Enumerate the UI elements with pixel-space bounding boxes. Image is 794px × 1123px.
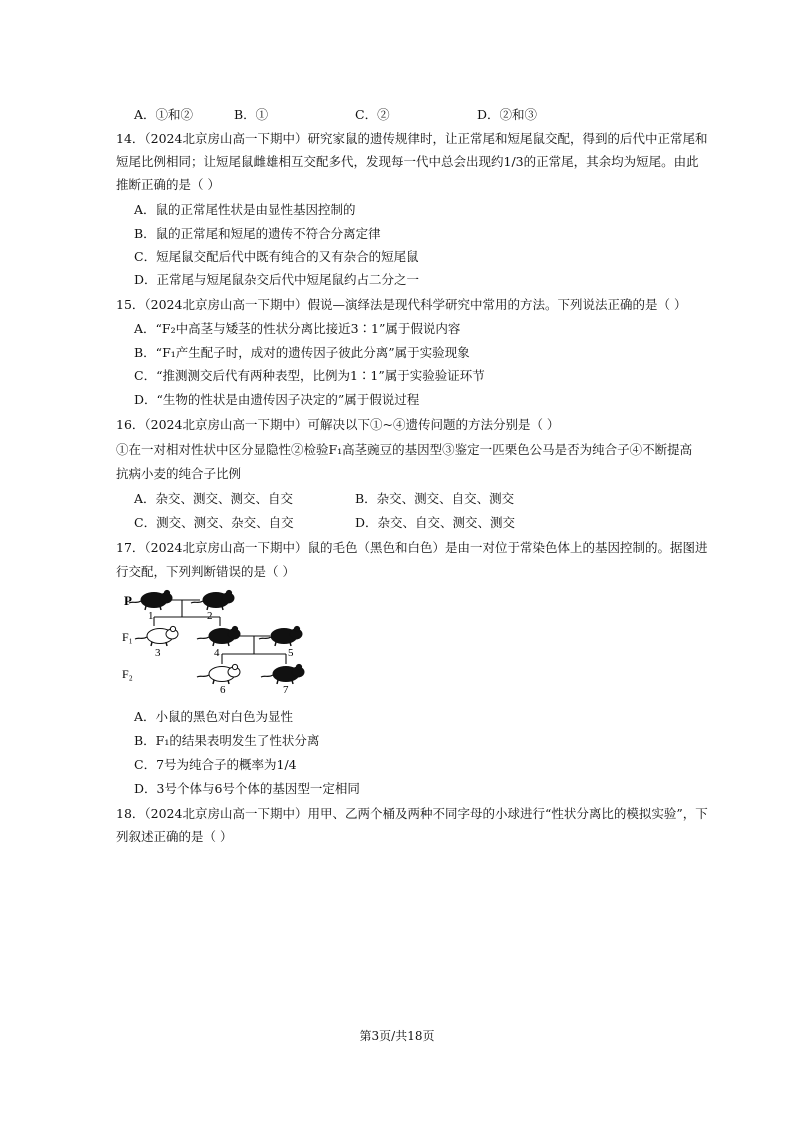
- q18-stem-line-1: 18．（2024北京房山高一下期中）用甲、乙两个桶及两种不同字母的小球进行“性状分离比的模拟实验”，下: [116, 806, 708, 821]
- q13-option-a: A．①和②: [134, 107, 194, 122]
- pedigree-diagram: [114, 586, 334, 701]
- q17-stem-line-1: 17．（2024北京房山高一下期中）鼠的毛色（黑色和白色）是由一对位于常染色体上的基因控制的。据图进: [116, 540, 708, 555]
- individual-number-5: 5: [288, 647, 294, 659]
- generation-label-p: P: [124, 593, 132, 608]
- q14-option-d: D．正常尾与短尾鼠杂交后代中短尾鼠约占二分之一: [134, 272, 420, 287]
- q15-option-a: A．“F₂中高茎与矮茎的性状分离比接近3∶1”属于假说内容: [134, 321, 461, 336]
- individual-number-6: 6: [220, 684, 226, 696]
- mouse-4-black-icon: [197, 626, 240, 646]
- generation-label-f2: F₂: [122, 667, 133, 681]
- q15-option-d: D．“生物的性状是由遗传因子决定的”属于假说过程: [134, 392, 420, 407]
- mouse-6-white-icon: [197, 664, 240, 684]
- q18-stem-line-2: 列叙述正确的是（ ）: [116, 829, 233, 844]
- q16-option-d: D．杂交、自交、测交、测交: [355, 515, 516, 530]
- q14-stem-line-1: 14．（2024北京房山高一下期中）研究家鼠的遗传规律时，让正常尾和短尾鼠交配，得到的后代中正常尾和: [116, 131, 708, 146]
- q17-option-c: C．7号为纯合子的概率为1/4: [134, 757, 297, 772]
- generation-label-f1: F₁: [122, 630, 133, 644]
- page-number-footer: 第3页/共18页: [359, 1029, 435, 1043]
- q14-option-b: B．鼠的正常尾和短尾的遗传不符合分离定律: [134, 226, 381, 241]
- q17-option-a: A．小鼠的黑色对白色为显性: [134, 709, 294, 724]
- individual-number-1: 1: [148, 610, 154, 622]
- q17-option-b: B．F₁的结果表明发生了性状分离: [134, 733, 320, 748]
- q14-stem-line-2: 短尾比例相同；让短尾鼠雌雄相互交配多代，发现每一代中总会出现约1/3的正常尾，其余均为短尾。由此: [116, 154, 699, 169]
- q15-option-c: C．“推测测交后代有两种表型，比例为1∶1”属于实验验证环节: [134, 368, 485, 383]
- q16-option-a: A．杂交、测交、测交、自交: [134, 491, 294, 506]
- individual-number-3: 3: [155, 647, 161, 659]
- q15-option-b: B．“F₁产生配子时，成对的遗传因子彼此分离”属于实验现象: [134, 345, 470, 360]
- q16-stem-line-2: ①在一对相对性状中区分显隐性②检验F₁高茎豌豆的基因型③鉴定一匹栗色公马是否为纯合子④不断提高: [116, 442, 693, 457]
- q17-stem-line-2: 行交配，下列判断错误的是（ ）: [116, 564, 295, 579]
- q17-option-d: D．3号个体与6号个体的基因型一定相同: [134, 781, 360, 796]
- q13-option-d: D．②和③: [477, 107, 538, 122]
- q16-stem-line-3: 抗病小麦的纯合子比例: [116, 466, 242, 481]
- q14-option-c: C．短尾鼠交配后代中既有纯合的又有杂合的短尾鼠: [134, 249, 419, 264]
- q16-option-c: C．测交、测交、杂交、自交: [134, 515, 294, 530]
- q14-stem-line-3: 推断正确的是（ ）: [116, 177, 220, 192]
- individual-number-4: 4: [214, 647, 220, 659]
- mouse-3-white-icon: [135, 626, 178, 646]
- q13-option-b: B．①: [234, 107, 269, 122]
- q15-stem-line-1: 15．（2024北京房山高一下期中）假说—演绎法是现代科学研究中常用的方法。下列说法正确的是（ ）: [116, 297, 687, 312]
- mouse-7-black-icon: [261, 664, 304, 684]
- q13-option-c: C．②: [355, 107, 390, 122]
- q14-option-a: A．鼠的正常尾性状是由显性基因控制的: [134, 202, 356, 217]
- individual-number-7: 7: [283, 684, 289, 696]
- q16-option-b: B．杂交、测交、自交、测交: [355, 491, 515, 506]
- mouse-1-black-icon: [129, 590, 172, 610]
- individual-number-2: 2: [207, 610, 213, 622]
- q16-stem-line-1: 16．（2024北京房山高一下期中）可解决以下①~④遗传问题的方法分别是（ ）: [116, 417, 560, 432]
